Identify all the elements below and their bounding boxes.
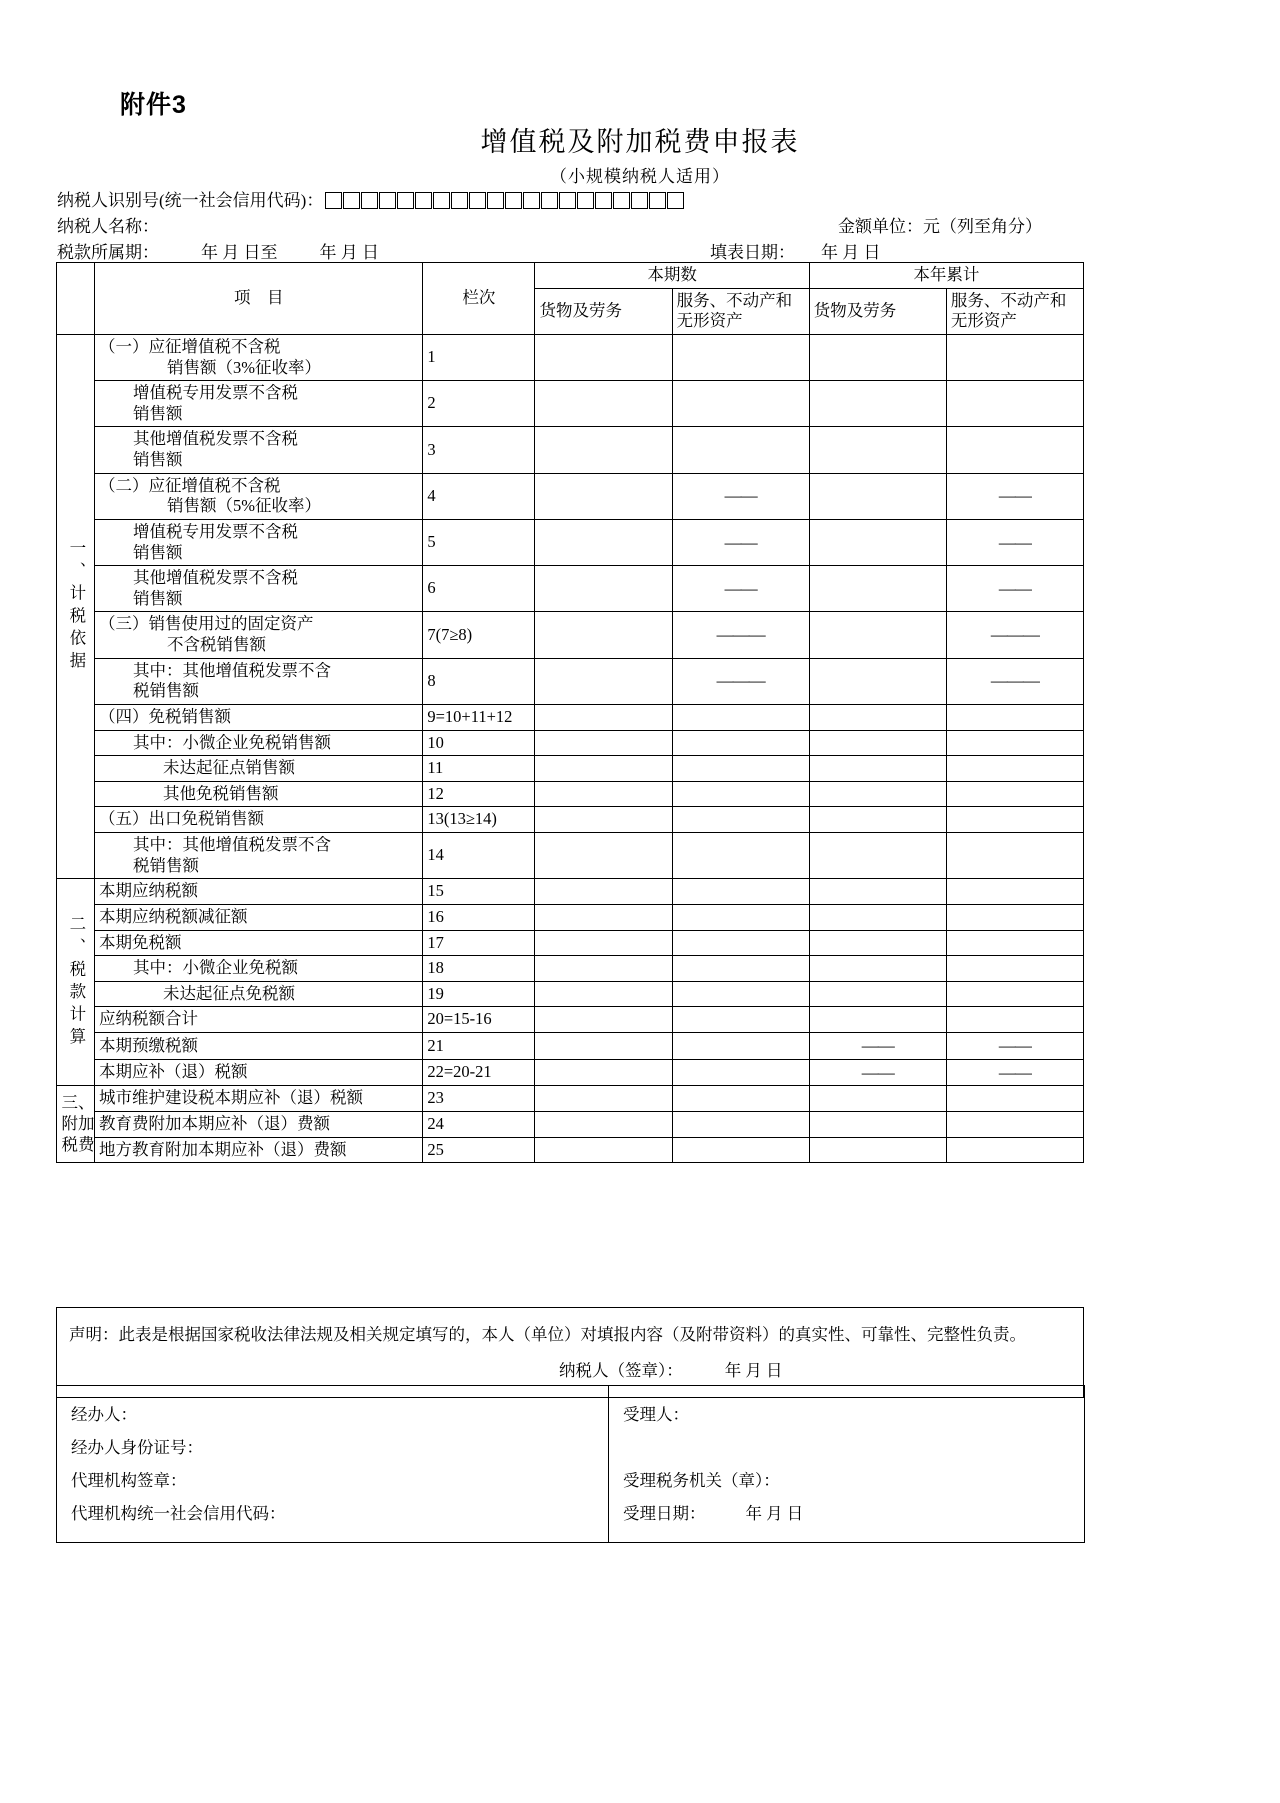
row-item-label [95,612,423,658]
table-row [57,1111,1084,1137]
row-item-line1: 其中：其他增值税发票不含 [133,660,332,680]
cell-ytd-services[interactable] [946,956,1083,982]
cell-ytd-goods[interactable] [809,1086,946,1112]
row-line-number: 22=20-21 [423,1059,535,1086]
tax-period-to: 年 月 日 [319,243,379,262]
row-line-number: 10 [423,730,535,756]
row-item-label [95,730,423,756]
group-surcharges [57,1086,95,1163]
declaration-signature-row[interactable] [69,1358,1071,1384]
row-line-number: 23 [423,1086,535,1112]
receiver-cell[interactable] [609,1386,1085,1543]
cell-ytd-services[interactable] [946,981,1083,1007]
table-body [57,334,1084,1162]
row-line-number: 4 [423,473,535,519]
header-current-goods: 货物及劳务 [535,288,672,334]
taxpayer-signature-date: 年 月 日 [724,1361,783,1381]
table-row [57,704,1084,730]
taxpayer-id-box[interactable] [613,192,630,209]
vat-declaration-table [56,262,1084,1163]
cell-ytd-services [946,1059,1083,1086]
cell-current-goods[interactable] [535,781,672,807]
row-line-number: 5 [423,519,535,565]
not-applicable-dash: —— [724,578,757,598]
not-applicable-dash: —— [998,578,1031,598]
cell-current-services[interactable] [672,730,809,756]
cell-current-goods[interactable] [535,658,672,704]
cell-ytd-services[interactable] [946,807,1083,833]
row-item-line1: 其他免税销售额 [163,783,279,803]
header-group-spacer [57,263,95,335]
row-item-label [95,566,423,612]
row-line-number: 20=15-16 [423,1007,535,1033]
row-item-label [95,381,423,427]
tax-period-row[interactable] [57,238,379,263]
cell-ytd-goods[interactable] [809,879,946,905]
cell-current-goods[interactable] [535,1007,672,1033]
taxpayer-id-box[interactable] [541,192,558,209]
not-applicable-dash: —— [861,1062,894,1082]
row-item-line1: 城市维护建设税本期应补（退）税额 [99,1088,364,1108]
row-item-label [95,1007,423,1033]
row-line-number: 8 [423,658,535,704]
not-applicable-dash: —— [998,486,1031,506]
cell-ytd-services[interactable] [946,1086,1083,1112]
cell-current-services[interactable] [672,381,809,427]
row-item-line1: 本期应纳税额减征额 [99,906,248,926]
table-row [57,473,1084,519]
cell-ytd-goods[interactable] [809,930,946,956]
tax-period-label: 税款所属期： [57,243,159,262]
table-row [57,1086,1084,1112]
group-tax-basis [57,334,95,878]
cell-ytd-services[interactable] [946,1007,1083,1033]
cell-ytd-goods[interactable] [809,612,946,658]
cell-ytd-goods [809,1033,946,1060]
not-applicable-dash: ——— [716,671,765,691]
row-item-label [95,879,423,905]
cell-current-goods[interactable] [535,473,672,519]
row-line-number: 15 [423,879,535,905]
taxpayer-id-box[interactable] [505,192,522,209]
row-item-label [95,833,423,879]
cell-ytd-goods[interactable] [809,334,946,380]
taxpayer-id-box[interactable] [415,192,432,209]
taxpayer-id-box[interactable] [397,192,414,209]
not-applicable-dash: —— [998,1036,1031,1055]
row-item-line1: 其中：小微企业免税销售额 [133,732,332,752]
cell-current-goods[interactable] [535,381,672,427]
cell-ytd-goods[interactable] [809,807,946,833]
row-item-label [95,1059,423,1086]
row-item-line1: 其中：小微企业免税额 [133,958,299,978]
row-item-label [95,1033,423,1060]
cell-current-goods[interactable] [535,879,672,905]
taxpayer-id-box[interactable] [667,192,684,209]
not-applicable-dash: —— [998,1062,1031,1082]
row-line-number: 19 [423,981,535,1007]
footer-row [57,1386,1085,1543]
cell-ytd-goods[interactable] [809,833,946,879]
table-row [57,981,1084,1007]
cell-ytd-services [946,1033,1083,1060]
row-item-label [95,658,423,704]
cell-ytd-goods[interactable] [809,519,946,565]
table-row [57,956,1084,982]
taxpayer-id-row [57,186,685,214]
cell-current-goods[interactable] [535,1033,672,1060]
taxpayer-id-box[interactable] [361,192,378,209]
row-item-label [95,756,423,782]
row-item-line1: （二）应征增值税不含税 [99,475,281,495]
row-item-label [95,704,423,730]
row-item-line1: （四）免税销售额 [99,706,232,726]
cell-ytd-goods[interactable] [809,473,946,519]
row-line-number: 18 [423,956,535,982]
taxpayer-id-boxes[interactable] [325,192,685,214]
table-row [57,904,1084,930]
row-item-line2: 销售额 [133,588,183,608]
row-item-line2: 税销售额 [133,681,200,701]
table-row [57,1137,1084,1163]
attachment-number: 附件3 [120,91,187,119]
cell-current-goods[interactable] [535,519,672,565]
cell-current-services[interactable] [672,1111,809,1137]
cell-ytd-services[interactable] [946,879,1083,905]
not-applicable-dash: —— [998,532,1031,552]
row-item-line1: （一）应征增值税不含税 [99,336,281,356]
cell-ytd-goods[interactable] [809,1007,946,1033]
cell-ytd-goods[interactable] [809,981,946,1007]
row-line-number: 21 [423,1033,535,1060]
cell-current-goods[interactable] [535,981,672,1007]
cell-current-services[interactable] [672,879,809,905]
cell-ytd-services [946,519,1083,565]
cell-current-goods[interactable] [535,334,672,380]
cell-current-goods[interactable] [535,904,672,930]
row-line-number: 12 [423,781,535,807]
table-row [57,519,1084,565]
row-line-number: 17 [423,930,535,956]
row-item-line2: 销售额 [133,403,183,423]
taxpayer-id-label: 纳税人识别号(统一社会信用代码)： [57,191,324,210]
taxpayer-id-box[interactable] [343,192,360,209]
cell-ytd-goods[interactable] [809,1111,946,1137]
tax-period-from: 年 月 日至 [201,243,278,262]
cell-current-goods[interactable] [535,427,672,473]
cell-current-goods[interactable] [535,1059,672,1086]
cell-ytd-goods[interactable] [809,381,946,427]
taxpayer-name-row[interactable] [57,212,159,237]
cell-ytd-services[interactable] [946,704,1083,730]
cell-ytd-services [946,473,1083,519]
row-line-number: 13(13≥14) [423,807,535,833]
row-line-number: 16 [423,904,535,930]
taxpayer-id-box[interactable] [523,192,540,209]
agent-cell[interactable] [57,1386,609,1543]
table-row [57,833,1084,879]
receiving-date-value: 年 月 日 [745,1504,804,1523]
row-item-line2: 销售额（3%征收率） [167,357,322,377]
group-label: 一、计税依据 [66,539,86,675]
row-item-line1: 其他增值税发票不含税 [133,429,299,449]
taxpayer-name-label: 纳税人名称： [57,217,159,236]
row-item-line2: 销售额（5%征收率） [167,496,322,516]
row-item-line1: 教育费附加本期应补（退）费额 [99,1113,331,1133]
cell-current-services[interactable] [672,1137,809,1163]
cell-current-goods[interactable] [535,756,672,782]
row-item-label [95,1137,423,1163]
row-item-line1: 本期应补（退）税额 [99,1062,248,1082]
row-item-label [95,1111,423,1137]
cell-current-goods[interactable] [535,730,672,756]
declaration-text: 声明：此表是根据国家税收法律法规及相关规定填写的，本人（单位）对填报内容（及附带资料）的真实性、可靠性、完整性负责。 [69,1325,1026,1344]
row-item-line1: 本期预缴税额 [99,1035,199,1055]
table-row [57,730,1084,756]
cell-ytd-services[interactable] [946,730,1083,756]
row-item-label [95,904,423,930]
row-item-line1: 其他增值税发票不含税 [133,568,299,588]
header-line-no: 栏次 [423,263,535,335]
cell-ytd-services [946,612,1083,658]
cell-ytd-services [946,566,1083,612]
row-item-line1: 未达起征点免税额 [163,983,296,1003]
header-item: 项 目 [95,263,423,335]
taxpayer-id-box[interactable] [469,192,486,209]
table-row [57,381,1084,427]
cell-ytd-services[interactable] [946,427,1083,473]
cell-ytd-services[interactable] [946,930,1083,956]
cell-current-services[interactable] [672,807,809,833]
cell-current-services[interactable] [672,904,809,930]
table-row [57,427,1084,473]
table-row [57,1059,1084,1086]
row-item-line1: 增值税专用发票不含税 [133,383,299,403]
cell-ytd-services [946,658,1083,704]
taxpayer-id-box[interactable] [577,192,594,209]
cell-current-services [672,612,809,658]
row-item-label [95,473,423,519]
cell-ytd-services[interactable] [946,1137,1083,1163]
row-item-line1: 本期免税额 [99,932,182,952]
row-item-label [95,807,423,833]
taxpayer-id-box[interactable] [451,192,468,209]
group-tax-calculation [57,879,95,1086]
cell-current-services[interactable] [672,1033,809,1060]
table-header [57,263,1084,335]
row-line-number: 9=10+11+12 [423,704,535,730]
row-item-label [95,334,423,380]
table-row [57,658,1084,704]
cell-ytd-goods[interactable] [809,427,946,473]
header-ytd-services: 服务、不动产和无形资产 [946,288,1083,334]
cell-current-goods[interactable] [535,930,672,956]
cell-current-services[interactable] [672,704,809,730]
cell-current-goods[interactable] [535,704,672,730]
row-item-line1: 本期应纳税额 [99,881,199,901]
agency-code-label: 代理机构统一社会信用代码： [71,1504,286,1523]
cell-ytd-services[interactable] [946,781,1083,807]
cell-ytd-services[interactable] [946,833,1083,879]
table-row [57,781,1084,807]
receiving-date-row [623,1497,1074,1530]
cell-current-services[interactable] [672,1059,809,1086]
taxpayer-id-box[interactable] [559,192,576,209]
not-applicable-dash: ——— [990,625,1039,645]
cell-current-services[interactable] [672,833,809,879]
cell-current-goods[interactable] [535,956,672,982]
taxpayer-id-box[interactable] [487,192,504,209]
table-row [57,807,1084,833]
table-row [57,612,1084,658]
cell-ytd-goods[interactable] [809,781,946,807]
row-item-line1: 未达起征点销售额 [163,758,296,778]
cell-current-goods[interactable] [535,1086,672,1112]
cell-ytd-goods[interactable] [809,904,946,930]
row-line-number: 2 [423,381,535,427]
row-item-line1: （三）销售使用过的固定资产 [99,614,314,634]
fill-date-row[interactable] [710,238,881,263]
cell-current-services [672,658,809,704]
receiver-label: 受理人： [623,1405,689,1424]
agent-label: 经办人： [71,1405,137,1424]
taxpayer-id-box[interactable] [325,192,342,209]
row-item-label [95,1086,423,1112]
receiving-date-label: 受理日期： [623,1504,706,1523]
cell-current-services [672,566,809,612]
row-item-line1: （五）出口免税销售额 [99,809,265,829]
cell-current-services[interactable] [672,756,809,782]
page-subtitle: （小规模纳税人适用） [550,167,730,186]
cell-current-services[interactable] [672,781,809,807]
table-row [57,1007,1084,1033]
row-line-number: 7(7≥8) [423,612,535,658]
table-header-row-1 [57,263,1084,289]
table-row [57,930,1084,956]
table-row [57,879,1084,905]
row-line-number: 1 [423,334,535,380]
row-item-label [95,781,423,807]
taxpayer-signature-label: 纳税人（签章）： [559,1361,683,1381]
taxpayer-id-box[interactable] [631,192,648,209]
cell-ytd-services[interactable] [946,381,1083,427]
not-applicable-dash: —— [861,1036,894,1055]
not-applicable-dash: ——— [990,671,1039,691]
row-item-line2: 不含税销售额 [167,635,267,654]
row-line-number: 11 [423,756,535,782]
group-label: 三、附加税费 [61,1093,95,1154]
cell-current-goods[interactable] [535,1111,672,1137]
row-item-label [95,930,423,956]
cell-current-goods[interactable] [535,1137,672,1163]
header-current-period: 本期数 [535,263,809,289]
row-line-number: 3 [423,427,535,473]
group-label: 二、税款计算 [66,914,86,1050]
taxpayer-id-box[interactable] [379,192,396,209]
row-item-label [95,427,423,473]
cell-ytd-goods[interactable] [809,956,946,982]
page-title: 增值税及附加税费申报表 [480,127,800,157]
cell-current-goods[interactable] [535,807,672,833]
cell-current-goods[interactable] [535,566,672,612]
header-year-cumulative: 本年累计 [809,263,1083,289]
taxpayer-id-box[interactable] [433,192,450,209]
not-applicable-dash: —— [724,532,757,552]
row-item-line2: 销售额 [133,542,183,562]
cell-ytd-goods[interactable] [809,756,946,782]
cell-current-services [672,473,809,519]
footer-signature-block [56,1385,1085,1543]
cell-current-goods[interactable] [535,833,672,879]
cell-ytd-services[interactable] [946,1111,1083,1137]
row-item-label [95,956,423,982]
cell-current-services[interactable] [672,1007,809,1033]
row-line-number: 14 [423,833,535,879]
row-item-line1: 其中：其他增值税发票不含 [133,835,332,854]
table-row [57,566,1084,612]
not-applicable-dash: ——— [716,625,765,645]
row-line-number: 25 [423,1137,535,1163]
table-row [57,334,1084,380]
agent-id-label: 经办人身份证号： [71,1438,203,1457]
not-applicable-dash: —— [724,486,757,506]
row-line-number: 24 [423,1111,535,1137]
row-line-number: 6 [423,566,535,612]
table-row [57,1033,1084,1060]
cell-ytd-goods[interactable] [809,704,946,730]
fill-date-value: 年 月 日 [821,243,881,262]
cell-current-services[interactable] [672,1086,809,1112]
taxpayer-id-box[interactable] [595,192,612,209]
header-ytd-goods: 货物及劳务 [809,288,946,334]
table-row [57,756,1084,782]
row-item-line2: 销售额 [133,450,183,469]
cell-current-services [672,519,809,565]
cell-current-services[interactable] [672,981,809,1007]
header-current-services: 服务、不动产和无形资产 [672,288,809,334]
row-item-line2: 税销售额 [133,855,200,875]
row-item-label [95,981,423,1007]
cell-ytd-services[interactable] [946,756,1083,782]
cell-ytd-goods[interactable] [809,730,946,756]
cell-current-services[interactable] [672,334,809,380]
cell-ytd-services[interactable] [946,904,1083,930]
cell-ytd-goods [809,1059,946,1086]
amount-unit-note: 金额单位：元（列至角分） [838,217,1042,236]
cell-ytd-goods[interactable] [809,658,946,704]
row-item-line1: 地方教育附加本期应补（退）费额 [99,1139,347,1159]
row-item-label [95,519,423,565]
cell-current-goods[interactable] [535,612,672,658]
cell-current-services[interactable] [672,956,809,982]
cell-ytd-services[interactable] [946,334,1083,380]
taxpayer-id-box[interactable] [649,192,666,209]
cell-current-services[interactable] [672,930,809,956]
row-item-line1: 增值税专用发票不含税 [133,521,299,541]
agency-seal-label: 代理机构签章： [71,1471,187,1490]
cell-ytd-goods[interactable] [809,566,946,612]
row-item-line1: 应纳税额合计 [99,1009,199,1029]
receiving-authority-label: 受理税务机关（章）： [623,1471,780,1490]
cell-current-services[interactable] [672,427,809,473]
fill-date-label: 填表日期： [710,243,795,262]
cell-ytd-goods[interactable] [809,1137,946,1163]
